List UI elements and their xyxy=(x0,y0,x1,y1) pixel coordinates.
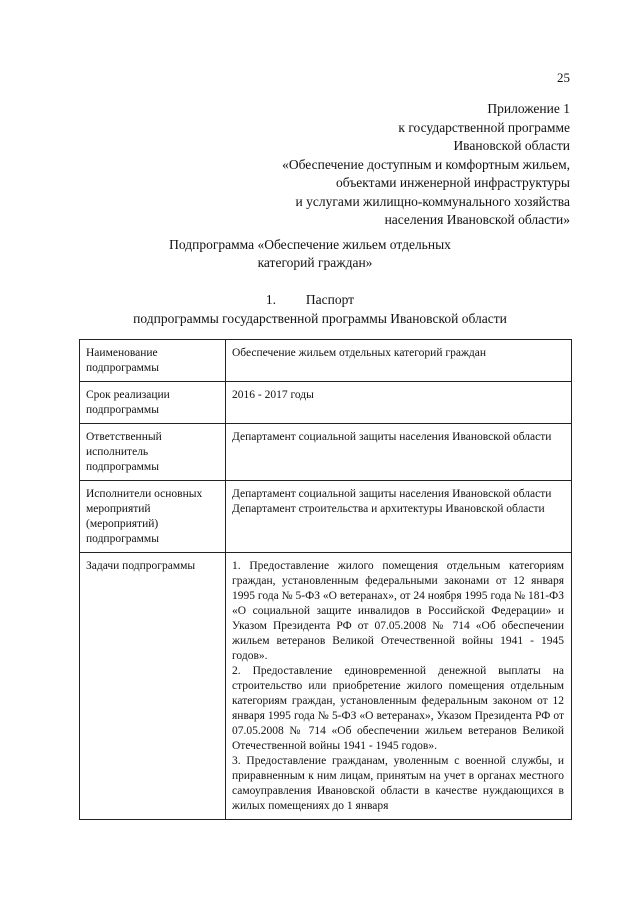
section-number-line xyxy=(0,290,640,309)
page-number: 25 xyxy=(557,70,570,85)
table-row xyxy=(80,553,572,820)
appendix-line: Приложение 1 xyxy=(487,101,570,116)
subprogram-title-line: Подпрограмма «Обеспечение жильем отдельных xyxy=(169,237,451,252)
row-value: 2016 - 2017 годы xyxy=(226,382,572,424)
row-label: Задачи подпрограммы xyxy=(80,553,226,820)
row-value: Департамент социальной защиты населения Ивановской области xyxy=(226,424,572,481)
table-row xyxy=(80,424,572,481)
row-value xyxy=(226,481,572,553)
appendix-header xyxy=(282,100,570,230)
executor-line: Департамент строительства и архитектуры Ивановской области xyxy=(232,503,545,515)
row-label: Срок реализации подпрограммы xyxy=(80,382,226,424)
row-value xyxy=(226,553,572,820)
task-item: 2. Предоставление единовременной денежной выплаты на строительство или приобретение жилого помещения отдельным категориям граждан, установленным федеральным законом от 12 января 1995 года № 5-ФЗ «О ветеранах», Указом Президента РФ от 07.05.2008 № 714 «Об обеспечении жильем ветеранов Великой Отечественной войны 1941 - 1945 годов». xyxy=(232,665,564,752)
appendix-line: к государственной программе xyxy=(398,119,570,135)
task-item: 3. Предоставление гражданам, уволенным с военной службы, и приравненным к ним лицам, принятым на учет в органах местного самоуправления Ивановской области в качестве нуждающихся в жилых помещениях до 1 января xyxy=(232,755,564,812)
subprogram-title-line: категорий граждан» xyxy=(257,255,373,270)
appendix-line: населения Ивановской области» xyxy=(384,212,570,227)
subprogram-title xyxy=(0,236,640,272)
table-row xyxy=(80,340,572,382)
table-row xyxy=(80,481,572,553)
appendix-line: «Обеспечение доступным и комфортным жильем, xyxy=(282,156,570,172)
passport-table xyxy=(79,339,572,820)
row-label: Исполнители основных мероприятий (мероприятий) подпрограммы xyxy=(80,481,226,553)
appendix-line: Ивановской области xyxy=(453,138,570,153)
row-label: Ответственный исполнитель подпрограммы xyxy=(80,424,226,481)
section-subtitle: подпрограммы государственной программы Ивановской области xyxy=(133,311,507,326)
appendix-line: и услугами жилищно-коммунального хозяйства xyxy=(295,193,570,209)
section-title: Паспорт xyxy=(305,292,355,307)
executor-line: Департамент социальной защиты населения Ивановской области xyxy=(232,488,552,500)
section-number: 1. xyxy=(265,292,277,307)
row-value: Обеспечение жильем отдельных категорий граждан xyxy=(226,340,572,382)
section-heading xyxy=(0,290,640,328)
table-row xyxy=(80,382,572,424)
appendix-line: объектами инженерной инфраструктуры xyxy=(336,175,570,190)
row-label: Наименование подпрограммы xyxy=(80,340,226,382)
task-item: 1. Предоставление жилого помещения отдельным категориям граждан, установленным федеральными законами от 12 января 1995 года № 5-ФЗ «О ветеранах», от 24 ноября 1995 года № 181-ФЗ «О социальной защите инвалидов в Российской Федерации» и Указом Президента РФ от 07.05.2008 № 714 «Об обеспечении жильем ветеранов Великой Отечественной войны 1941 - 1945 годов». xyxy=(232,560,564,662)
